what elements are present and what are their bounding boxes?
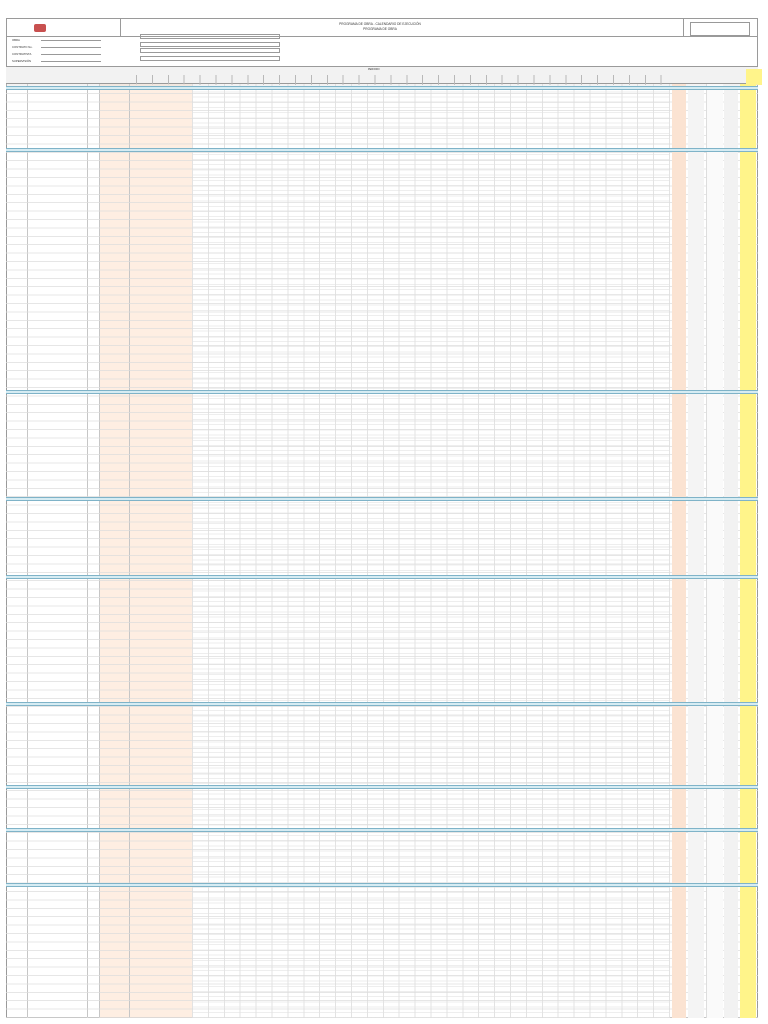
supervisor-value (41, 61, 101, 62)
obra-label: OBRA (12, 38, 20, 42)
document-title (120, 22, 640, 31)
obra-value (41, 40, 101, 41)
divider (6, 36, 758, 37)
meta-box-row-4 (140, 56, 280, 61)
summary-header-1 (678, 69, 694, 85)
section-row (6, 390, 758, 394)
summary-column-5 (740, 84, 756, 1018)
summary-header-2 (694, 69, 710, 85)
meta-box-row-3 (140, 48, 280, 53)
divider (683, 18, 684, 36)
contrato-row (12, 45, 101, 49)
summary-header-4 (730, 69, 746, 85)
section-row (6, 148, 758, 152)
summary-column-1 (672, 84, 686, 1018)
contratista-value (41, 54, 101, 55)
title-line-1: PROGRAMA DE OBRA - CALENDARIO DE EJECUCIÓN (339, 22, 421, 26)
section-row (6, 497, 758, 501)
summary-column-3 (706, 84, 723, 1018)
schedule-header (6, 66, 758, 84)
obra-row (12, 38, 101, 42)
row-lines (6, 84, 758, 1018)
section-row (6, 702, 758, 706)
summary-columns (672, 84, 758, 1018)
contrato-value (41, 47, 101, 48)
section-row (6, 828, 758, 832)
company-logo (34, 24, 46, 32)
contratista-label: CONTRATISTA (12, 52, 32, 56)
summary-header-5 (746, 69, 762, 85)
approval-stamp (690, 22, 750, 36)
summary-headers (678, 69, 760, 85)
title-line-2: PROGRAMA DE OBRA (363, 26, 397, 31)
meta-box-row-2 (140, 42, 280, 47)
contratista-row (12, 52, 101, 56)
contrato-label: CONTRATO No. (12, 45, 33, 49)
section-row (6, 883, 758, 887)
summary-column-4 (724, 84, 738, 1018)
summary-column-2 (688, 84, 704, 1018)
section-row (6, 86, 758, 90)
supervisor-row (12, 59, 101, 63)
section-row (6, 575, 758, 579)
meta-box-row-1 (140, 34, 280, 39)
section-row (6, 785, 758, 789)
summary-header-3 (712, 69, 728, 85)
program-label: PERIODO (368, 68, 380, 71)
supervisor-label: SUPERVISIÓN (12, 59, 32, 63)
